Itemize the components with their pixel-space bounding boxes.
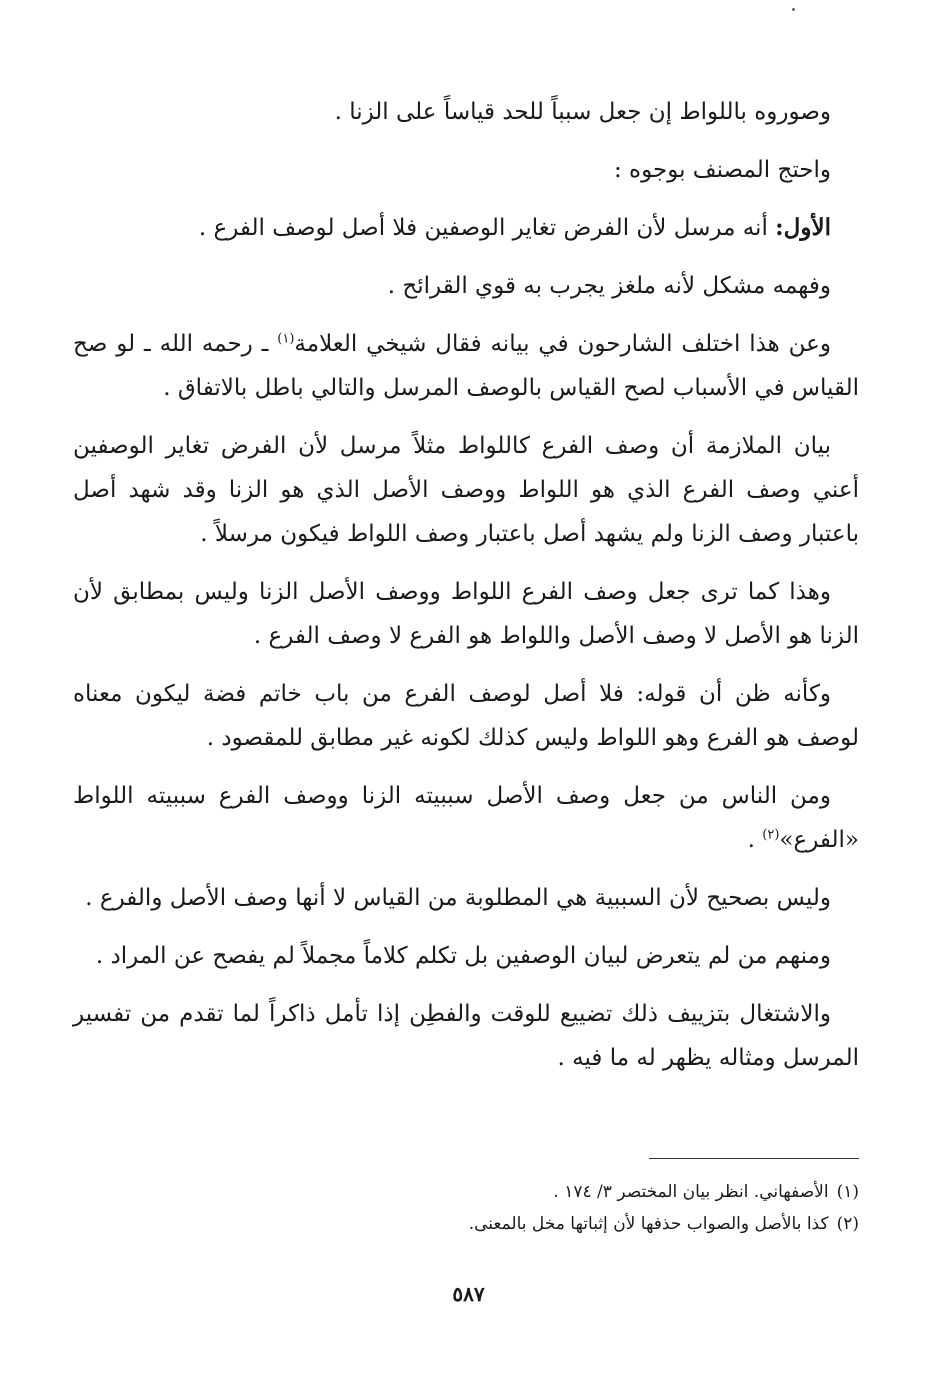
paragraph-text: أنه مرسل لأن الفرض تغاير الوصفين فلا أصل لوصف الفرع . [198, 215, 776, 241]
footnote-divider [649, 1158, 859, 1159]
paragraph-text: بيان الملازمة أن وصف الفرع كاللواط مثلاً مرسل لأن الفرض تغاير الوصفين أعني وصف الفرع الذي هو اللواط ووصف الأصل الذي هو الزنا وقد شهد أصل باعتبار وصف الزنا ولم يشهد أصل باعتبار وصف اللواط فيكون مرسلاً . [73, 433, 859, 547]
footnote-text: كذا بالأصل والصواب حذفها لأن إثباتها مخل بالمعنى. [468, 1214, 829, 1234]
main-text [73, 90, 859, 1094]
paragraph-text: وعن هذا اختلف الشارحون في بيانه فقال شيخي العلامة [294, 331, 832, 357]
paragraph-6 [73, 424, 859, 556]
paragraph-7 [73, 570, 859, 658]
paragraph-3 [73, 206, 859, 250]
paragraph-12 [73, 992, 859, 1080]
footnote-number: (٢) [836, 1214, 859, 1234]
paragraph-lead: الأول: [775, 214, 831, 241]
footnote-2 [73, 1208, 859, 1240]
page-corner-mark [792, 8, 795, 11]
paragraph-5 [73, 322, 859, 410]
paragraph-text: ومن الناس من جعل وصف الأصل سببيته الزنا ووصف الفرع سببيته اللواط «الفرع» [73, 783, 859, 853]
footnote-1 [73, 1176, 859, 1208]
page-number: ٥٨٧ [452, 1282, 485, 1306]
paragraph-4 [73, 264, 859, 308]
paragraph-text: وليس بصحيح لأن السببية هي المطلوبة من القياس لا أنها وصف الأصل والفرع . [85, 885, 831, 911]
paragraph-text: واحتج المصنف بوجوه : [613, 157, 831, 183]
footnote-ref-2[interactable]: (٢) [762, 827, 780, 843]
paragraph-2 [73, 148, 859, 192]
paragraph-text: والاشتغال بتزييف ذلك تضييع للوقت والفطِن إذا تأمل ذاكراً لما تقدم من تفسير المرسل ومثاله يظهر له ما فيه . [73, 1001, 859, 1071]
paragraph-11 [73, 934, 859, 978]
paragraph-text-continued: ـ رحمه الله ـ لو صح القياس في الأسباب لصح القياس بالوصف المرسل والتالي باطل بالاتفاق . [73, 331, 859, 401]
paragraph-1 [73, 90, 859, 134]
paragraph-text: وفهمه مشكل لأنه ملغز يجرب به قوي القرائح . [387, 273, 831, 299]
paragraph-text-continued: . [747, 827, 763, 853]
footnotes [73, 1176, 859, 1240]
paragraph-10 [73, 876, 859, 920]
paragraph-text: وصوروه باللواط إن جعل سبباً للحد قياساً على الزنا . [334, 99, 831, 125]
footnote-ref-1[interactable]: (١) [277, 331, 295, 347]
footnote-number: (١) [836, 1182, 859, 1202]
paragraph-text: ومنهم من لم يتعرض لبيان الوصفين بل تكلم كلاماً مجملاً لم يفصح عن المراد . [95, 943, 831, 969]
footnote-text: الأصفهاني. انظر بيان المختصر ٣/ ١٧٤ . [553, 1182, 829, 1202]
paragraph-9 [73, 774, 859, 862]
paragraph-text: وهذا كما ترى جعل وصف الفرع اللواط ووصف الأصل الزنا وليس بمطابق لأن الزنا هو الأصل لا وصف الأصل واللواط هو الفرع لا وصف الفرع . [73, 579, 859, 649]
paragraph-text: وكأنه ظن أن قوله: فلا أصل لوصف الفرع من باب خاتم فضة ليكون معناه لوصف هو الفرع وهو اللواط وليس كذلك لكونه غير مطابق للمقصود . [73, 681, 859, 751]
paragraph-8 [73, 672, 859, 760]
